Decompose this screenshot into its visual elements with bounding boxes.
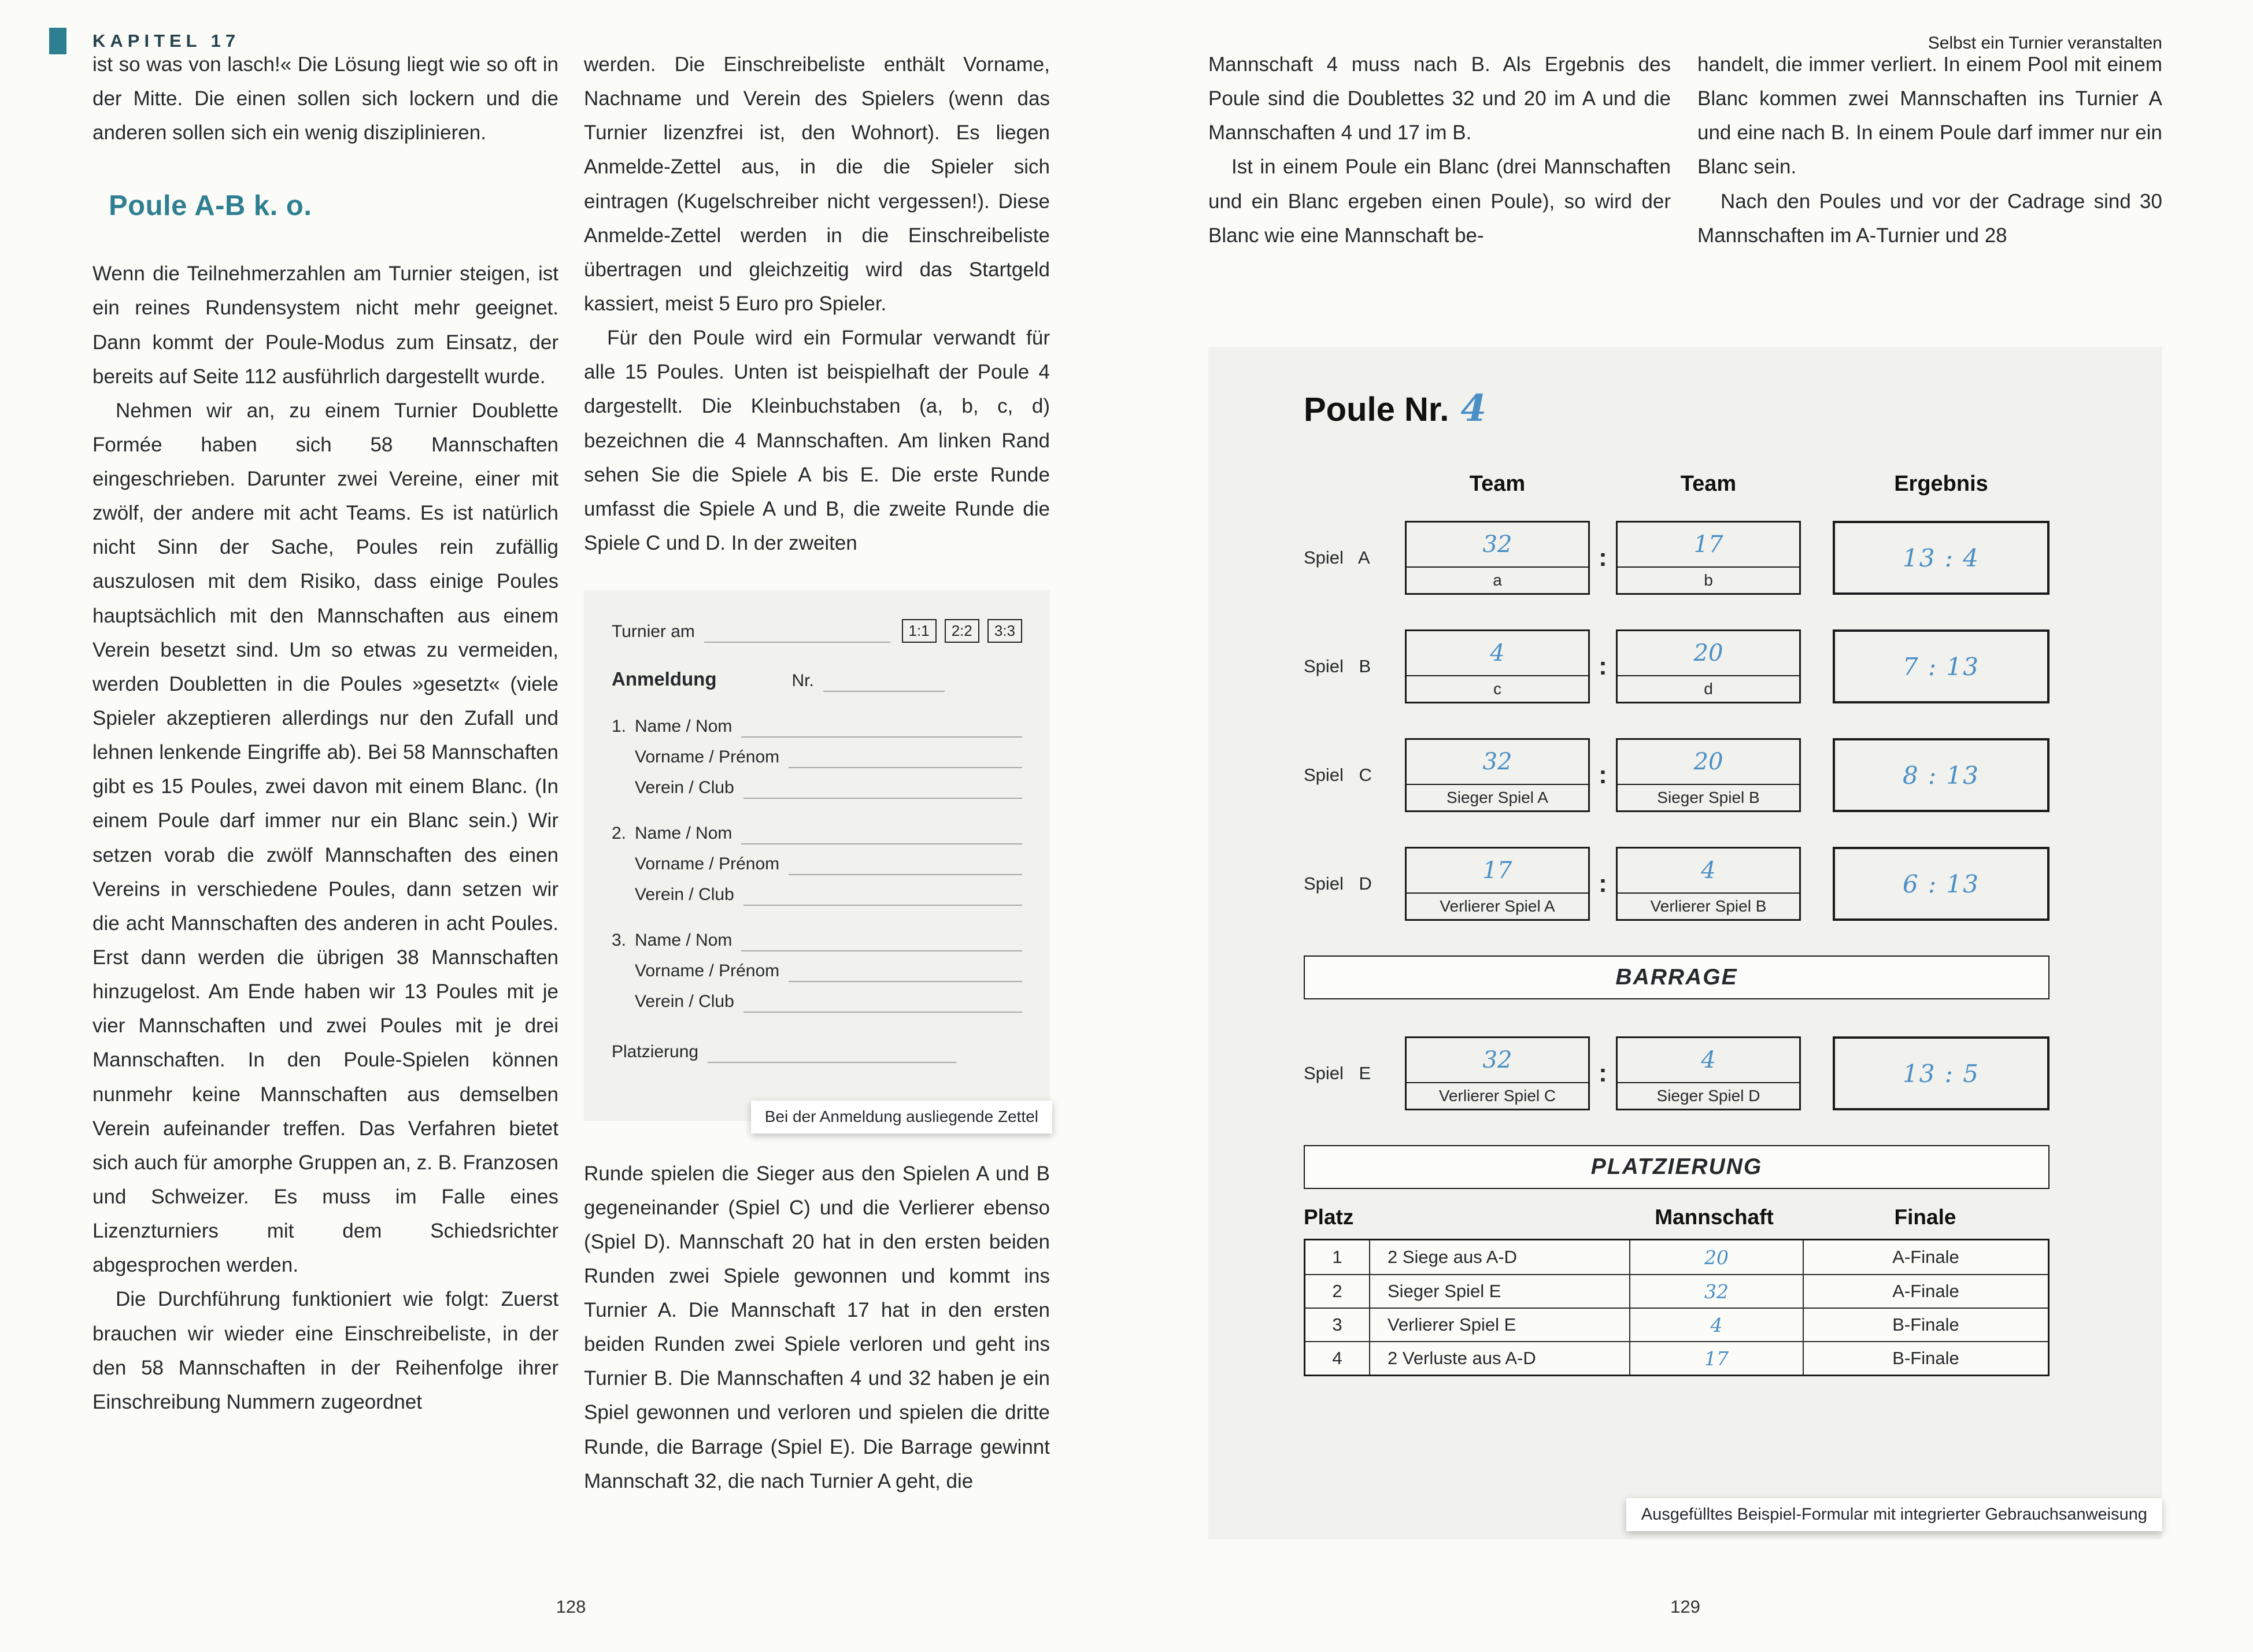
colon-separator: :: [1599, 543, 1607, 572]
placement-table-headers: [1304, 1205, 2049, 1229]
game-label: Spiel B: [1304, 656, 1371, 676]
vorname-label: Vorname / Prénom: [635, 961, 780, 980]
team-number-handwritten: 4: [1701, 857, 1716, 884]
platz-cell: 2: [1332, 1281, 1342, 1301]
paragraph: werden. Die Einschreibeliste enthält Vorname, Nachname und Verein des Spielers (wenn das Turnier lizenzfrei ist, den Wohnort). Es liegen Anmelde-Zettel aus, in die die Spieler sich eintragen (Kugelschreiber nicht vergessen!). Diese Anmelde-Zettel werden in die Einschreibeliste übertragen und gleichzeitig wird das Startgeld kassiert, meist 5 Euro pro Spieler.: [584, 53, 1050, 315]
team-sublabel: Sieger Spiel A: [1407, 784, 1588, 810]
desc-cell: Verlierer Spiel E: [1369, 1309, 1629, 1341]
anmeldung-label: Anmeldung: [612, 668, 717, 690]
left-page-column-2: [584, 47, 1050, 1498]
platzierung-bar: PLATZIERUNG: [1304, 1145, 2049, 1189]
left-page-column-1: [93, 47, 558, 1419]
entry-3: [612, 929, 1022, 1013]
entry-number: 1.: [612, 716, 627, 736]
mannschaft-cell-handwritten: 20: [1629, 1240, 1803, 1274]
entry-number: 3.: [612, 930, 627, 950]
team-number-handwritten: 20: [1693, 640, 1723, 666]
score-box-1-1: 1:1: [902, 619, 937, 643]
paragraph: Die Durchführung funktioniert wie folgt: Zuerst brauchen wir wieder eine Einschreibeliste, in der den 58 Mannschaften in der Reihenfolge ihrer Einschreibung Nummern zugeordnet: [93, 1288, 558, 1413]
colon-separator: :: [1599, 761, 1607, 789]
finale-cell: B-Finale: [1803, 1309, 2048, 1341]
figure-caption: Bei der Anmeldung ausliegende Zettel: [751, 1101, 1052, 1133]
game-row-spiel-b: [1304, 629, 2049, 703]
figure-caption: Ausgefülltes Beispiel-Formular mit integrierter Gebrauchsanweisung: [1626, 1498, 2162, 1531]
desc-cell: 2 Verluste aus A-D: [1369, 1342, 1629, 1375]
team-number-handwritten: 17: [1482, 857, 1512, 884]
table-row: [1305, 1341, 2048, 1375]
finale-cell: B-Finale: [1803, 1342, 2048, 1375]
name-label: Name / Nom: [635, 716, 732, 736]
vorname-line: [789, 964, 1022, 982]
finale-cell: A-Finale: [1803, 1275, 2048, 1307]
team-box: [1616, 1036, 1801, 1110]
game-label: Spiel C: [1304, 765, 1372, 785]
finale-cell: A-Finale: [1803, 1240, 2048, 1274]
anmeldezettel-form: [584, 590, 1050, 1126]
team-sublabel: a: [1407, 566, 1588, 593]
result-box: [1833, 847, 2049, 921]
turnier-am-label: Turnier am: [612, 621, 695, 641]
turnier-date-line: [704, 624, 890, 643]
paragraph: Ist in einem Poule ein Blanc (drei Mannschaften und ein Blanc ergeben einen Poule), so wird der Blanc wie eine Mannschaft be-: [1208, 155, 1671, 247]
result-box: [1833, 521, 2049, 595]
colon-separator: :: [1599, 1059, 1607, 1087]
team-box: [1616, 738, 1801, 812]
mannschaft-cell-handwritten: 32: [1629, 1275, 1803, 1307]
barrage-bar: BARRAGE: [1304, 955, 2049, 999]
team-box: [1405, 1036, 1590, 1110]
verein-label: Verein / Club: [635, 991, 734, 1011]
platzierung-label: Platzierung: [612, 1042, 699, 1061]
team-box: [1616, 847, 1801, 921]
name-line: [741, 933, 1022, 951]
team-sublabel: Sieger Spiel B: [1618, 784, 1799, 810]
game-row-spiel-e: [1304, 1036, 2049, 1110]
team-box: [1405, 521, 1590, 595]
colon-separator: :: [1599, 652, 1607, 680]
result-score-handwritten: 13 : 4: [1902, 543, 1980, 572]
desc-cell: 2 Siege aus A-D: [1369, 1240, 1629, 1274]
team-box: [1616, 629, 1801, 703]
mannschaft-cell-handwritten: 17: [1629, 1342, 1803, 1375]
team-box: [1405, 847, 1590, 921]
game-row-spiel-a: [1304, 521, 2049, 595]
name-label: Name / Nom: [635, 930, 732, 950]
score-boxes: [902, 619, 1022, 643]
nr-label: Nr.: [791, 671, 814, 690]
team-number-handwritten: 32: [1482, 531, 1512, 558]
paragraph: Wenn die Teilnehmerzahlen am Turnier steigen, ist ein reines Rundensystem nicht mehr geeignet. Dann kommt der Poule-Modus zum Einsatz, der bereits auf Seite 112 ausführlich dargestellt wurde.: [93, 262, 558, 388]
mannschaft-cell-handwritten: 4: [1629, 1309, 1803, 1341]
ergebnis-header: Ergebnis: [1894, 472, 1988, 496]
name-label: Name / Nom: [635, 823, 732, 843]
entry-2: [612, 822, 1022, 906]
poule-title-label: Poule Nr.: [1304, 391, 1449, 428]
paragraph: Mannschaft 4 muss nach B. Als Ergebnis des Poule sind die Doublettes 32 und 20 im A und die Mannschaften 4 und 17 im B.: [1208, 53, 1671, 145]
paragraph: Für den Poule wird ein Formular verwandt für alle 15 Poules. Unten ist beispielhaft der Poule 4 dargestellt. Die Kleinbuchstaben (a, b, c, d) bezeichnen die 4 Mannschaften. Am linken Rand sehen Sie die Spiele A bis E. Die erste Runde umfasst die Spiele A und B, die zweite Runde die Spiele C und D. In der zweiten: [584, 327, 1050, 554]
result-score-handwritten: 7 : 13: [1902, 652, 1980, 681]
team-sublabel: d: [1618, 675, 1799, 702]
team-sublabel: Verlierer Spiel A: [1407, 892, 1588, 919]
right-page-column-2: [1697, 47, 2162, 253]
result-score-handwritten: 13 : 5: [1902, 1059, 1980, 1088]
game-label: Spiel A: [1304, 547, 1370, 568]
page-number-left: 128: [556, 1597, 586, 1617]
platz-header: Platz: [1304, 1205, 1354, 1229]
verein-label: Verein / Club: [635, 777, 734, 797]
result-box: [1833, 629, 2049, 703]
mannschaft-header: Mannschaft: [1655, 1205, 1774, 1229]
vorname-label: Vorname / Prénom: [635, 854, 780, 873]
poule-form-title: [1304, 387, 2049, 430]
team-sublabel: Verlierer Spiel B: [1618, 892, 1799, 919]
team-number-handwritten: 32: [1482, 749, 1512, 775]
team-sublabel: Sieger Spiel D: [1618, 1082, 1799, 1109]
name-line: [741, 719, 1022, 738]
vorname-label: Vorname / Prénom: [635, 747, 780, 766]
result-box: [1833, 1036, 2049, 1110]
poule-number-handwritten: 4: [1460, 387, 1486, 430]
platzierung-line: [708, 1044, 956, 1063]
entry-1: [612, 715, 1022, 799]
paragraph: Runde spielen die Sieger aus den Spielen A und B gegeneinander (Spiel C) und die Verlierer ebenso (Spiel D). Mannschaft 20 hat in den ersten beiden Runden zwei Spiele gewonnen und kommt ins Turnier A. Die Mannschaft 17 hat in den ersten beiden Runden zwei Spiele verloren und geht ins Turnier B. Die Mannschaften 4 und 32 haben je ein Spiel gewonnen und verloren und spielen die dritte Runde, die Barrage (Spiel E). Die Barrage gewinnt Mannschaft 32, die nach Turnier A geht, die: [584, 1162, 1050, 1492]
game-row-spiel-d: [1304, 847, 2049, 921]
page-number-right: 129: [1670, 1597, 1700, 1617]
vorname-line: [789, 750, 1022, 768]
paragraph: Nach den Poules und vor der Cadrage sind 30 Mannschaften im A-Turnier und 28: [1697, 190, 2162, 247]
right-page-column-1: [1208, 47, 1671, 253]
platz-cell: 3: [1332, 1314, 1342, 1335]
platz-cell: 4: [1332, 1348, 1342, 1368]
desc-cell: Sieger Spiel E: [1369, 1275, 1629, 1307]
team-number-handwritten: 4: [1490, 640, 1505, 666]
placement-table: [1304, 1239, 2049, 1376]
table-row: [1305, 1240, 2048, 1274]
result-score-handwritten: 8 : 13: [1902, 761, 1980, 790]
score-box-3-3: 3:3: [987, 619, 1022, 643]
paragraph: handelt, die immer verliert. In einem Pool mit einem Blanc kommen zwei Mannschaften ins Turnier A und eine nach B. In einem Poule darf immer nur ein Blanc sein.: [1697, 53, 2162, 179]
result-score-handwritten: 6 : 13: [1902, 869, 1980, 898]
result-box: [1833, 738, 2049, 812]
paragraph: Nehmen wir an, zu einem Turnier Doublette Formée haben sich 58 Mannschaften eingeschrieben. Darunter zwei Vereine, einer mit zwölf, der andere mit acht Teams. Es ist natürlich nicht Sinn der Sache, Poules rein zufällig auszulosen mit dem Risiko, dass einige Poules hauptsächlich mit den Mannschaften aus einem Verein besetzt sind. Um so etwas zu vermeiden, werden Doubletten in die Poules »gesetzt« (viele Spieler akzeptieren allerdings nur den Zufall und lehnen lenkende Eingriffe ab). Bei 58 Mannschaften gibt es 15 Poules, zwei davon mit einem Blanc. (In einem Poule darf immer nur ein Blanc sein.) Wir setzen vorab die zwölf Mannschaften des einen Vereins in verschiedene Poules, dann setzen wir die acht Mannschaften des anderen in acht Poules. Erst dann werden die übrigen 38 Mannschaften hinzugelost. Am Ende haben wir 13 Poules mit je vier Mannschaften und zwei Poules mit je drei Mannschaften. In den Poule-Spielen können nunmehr keine Mannschaften aus demselben Verein aufeinander treffen. Das Verfahren bietet sich auch für amorphe Gruppen an, z. B. Franzosen und Schweizer. Es muss im Falle eines Lizenzturniers mit dem Schiedsrichter abgesprochen werden.: [93, 399, 558, 1277]
team-header-1: Team: [1469, 472, 1526, 496]
colon-separator: :: [1599, 869, 1607, 898]
verein-label: Verein / Club: [635, 884, 734, 904]
vorname-line: [789, 857, 1022, 875]
team-header-2: Team: [1680, 472, 1737, 496]
verein-line: [743, 994, 1022, 1013]
running-title: Selbst ein Turnier veranstalten: [1928, 34, 2162, 53]
table-row: [1305, 1274, 2048, 1307]
name-line: [741, 826, 1022, 844]
entry-number: 2.: [612, 823, 627, 843]
team-box: [1405, 738, 1590, 812]
verein-line: [743, 887, 1022, 906]
team-number-handwritten: 4: [1701, 1047, 1716, 1073]
game-label: Spiel D: [1304, 873, 1372, 894]
team-number-handwritten: 32: [1482, 1047, 1512, 1073]
team-number-handwritten: 17: [1693, 531, 1723, 558]
game-label: Spiel E: [1304, 1063, 1371, 1083]
paragraph: ist so was von lasch!« Die Lösung liegt wie so oft in der Mitte. Die einen sollen sich lockern und die anderen sollen sich ein wenig disziplinieren.: [93, 53, 558, 145]
section-heading: Poule A-B k. o.: [109, 190, 312, 222]
chapter-marker-square: [49, 28, 66, 54]
poule-form: [1208, 347, 2162, 1539]
game-row-spiel-c: [1304, 738, 2049, 812]
column-headers: [1304, 472, 2049, 497]
nr-line: [823, 673, 945, 692]
verein-line: [743, 780, 1022, 799]
team-sublabel: b: [1618, 566, 1799, 593]
platz-cell: 1: [1332, 1247, 1342, 1267]
team-box: [1405, 629, 1590, 703]
team-sublabel: Verlierer Spiel C: [1407, 1082, 1588, 1109]
finale-header: Finale: [1894, 1205, 1956, 1229]
team-sublabel: c: [1407, 675, 1588, 702]
score-box-2-2: 2:2: [945, 619, 979, 643]
team-box: [1616, 521, 1801, 595]
team-number-handwritten: 20: [1693, 749, 1723, 775]
chapter-label: KAPITEL 17: [93, 31, 241, 51]
table-row: [1305, 1307, 2048, 1341]
